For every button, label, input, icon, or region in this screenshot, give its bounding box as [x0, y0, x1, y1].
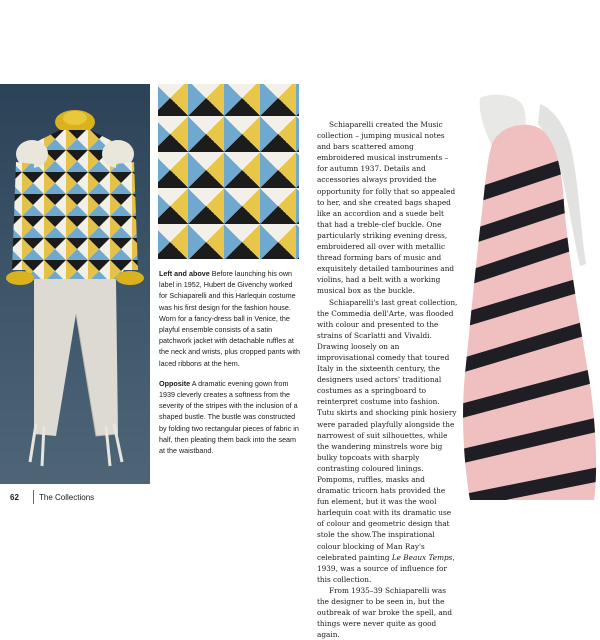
body-paragraph: From 1935–39 Schiaparelli was the designer to be seen in, but the outbreak of war broke the spell, and things were never quite as good again. [317, 585, 453, 640]
photo-caption [159, 268, 301, 456]
patchwork-detail-photo [158, 84, 299, 259]
footer-divider [33, 490, 34, 504]
harlequin-costume-illustration [0, 84, 150, 484]
body-paragraph: Schiaparelli created the Music collection – jumping musical notes and bars scattered among embroidered musical instruments – for autumn 1937. Details and accessories always provided the opportunity for folly that so appealed to her, and she created bags shaped like an accordion and a suede belt that had a treble-clef buckle. One particularly striking evening dress, embroidered all over with metallic thread forming bars of music and exquisitely detailed tambourines and violins, had a belt with a working musical box as the buckle. [317, 120, 456, 296]
page-number: 62 [10, 493, 19, 502]
caption-lead: Left and above [159, 269, 210, 278]
caption-left-and-above [159, 268, 301, 369]
caption-opposite [159, 378, 301, 456]
caption-lead: Opposite [159, 378, 191, 388]
harlequin-costume-photo [0, 84, 150, 484]
painting-title: Le Beaux Temps [391, 552, 453, 562]
body-text-span: Schiaparelli's last great collection, the Commedia dell'Arte, was flooded with colour and presented to the strains of Scarlatti and Vivaldi. Drawing loosely on an improvisational comedy that toured Italy in the sixteenth century, the designers used actors' traditional costumes as a springboard to reinterpret costume into fashion. Tutu skirts and shocking pink hosiery were paraded playfully alongside the narrowest of suit silhouettes, while the wandering minstrels wore big bulky topcoats with sharply contrasting coloured linings. Pompoms, ruffles, masks and dramatic tricorn hats provided the fun element, but it was the wool harlequin coat with its dramatic use of colour and geometric design that stole the show.The inspirational colour blocking of Man Ray's celebrated painting [317, 297, 458, 562]
section-title: The Collections [39, 493, 95, 502]
caption-text: Before launching his own label in 1952, Hubert de Givenchy worked for Schiaparelli and this Harlequin costume was his first design for the fashion house. Worn for a fancy-dress ball in Venice, the playful ensemble consists of a satin patchwork jacket with detachable ruffles at the neck and wrists, plus cropped pants with laced ribbons at the hem. [159, 269, 301, 368]
caption-text: A dramatic evening gown from 1939 cleverly creates a softness from the severity of the stripes with the inclusion of a shaped bustle. The bustle was constructed by folding two rectangular pieces of fabric in half, then pleating them back into the seam at the waistband. [159, 378, 299, 456]
body-text-span: , 1939, was a source of influence for this collection. [317, 552, 455, 584]
body-text-column [317, 119, 459, 640]
body-paragraph [317, 297, 459, 585]
